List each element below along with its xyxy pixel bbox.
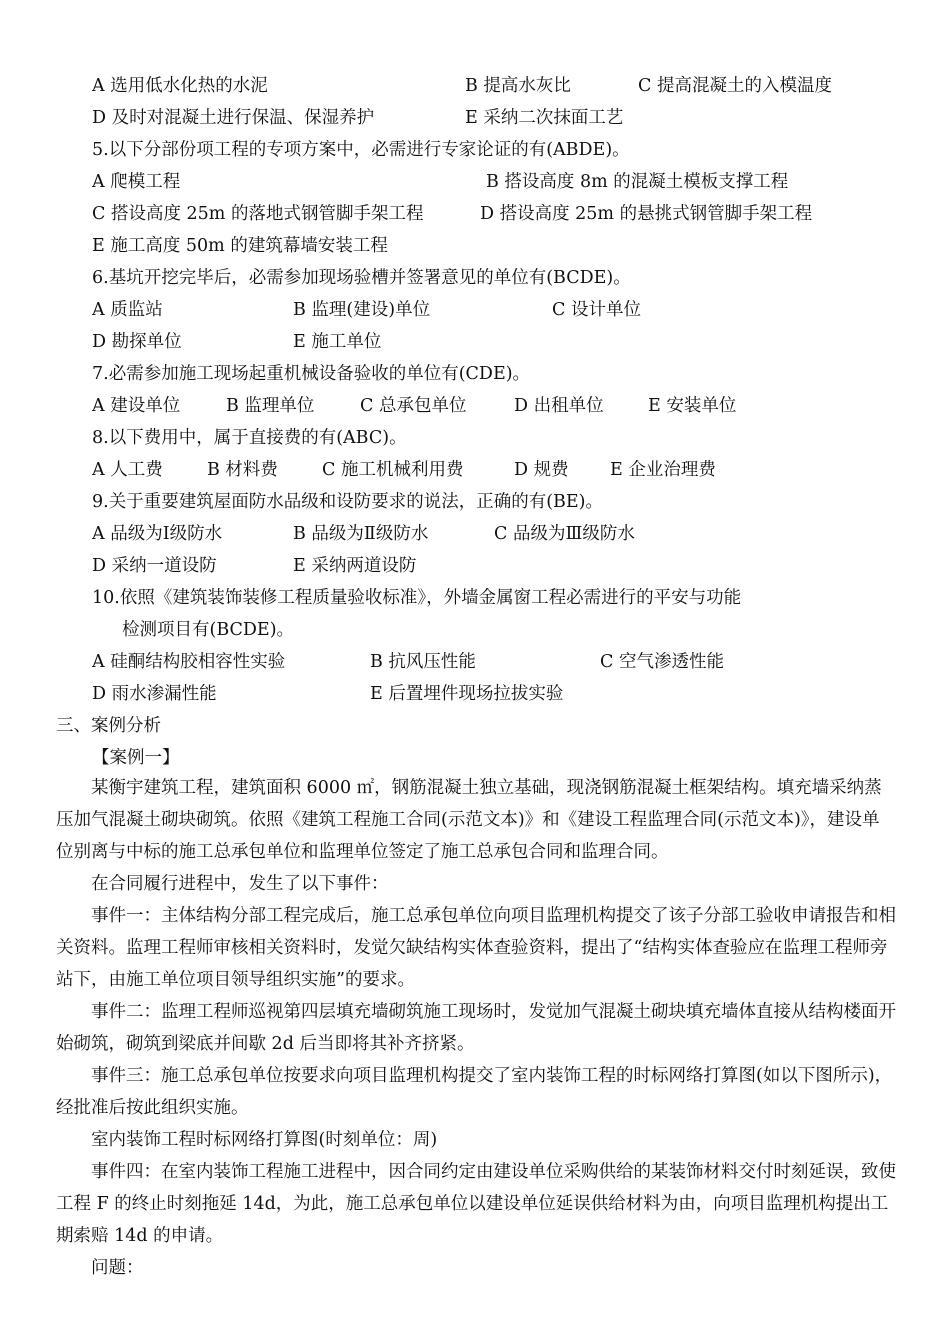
q10-option-e: E 后置埋件现场拉拔实验 [370, 684, 564, 704]
q7-option-b: B 监理单位 [226, 396, 315, 416]
q7-option-a: A 建设单位 [92, 396, 181, 416]
q8-option-a: A 人工费 [92, 460, 163, 480]
q7-option-c: C 总承包单位 [360, 396, 467, 416]
q7-stem: 7.必需参加施工现场起重机械设备验收的单位有(CDE)。 [92, 364, 531, 384]
q10-option-d: D 雨水渗漏性能 [92, 684, 217, 704]
q8-option-e: E 企业治理费 [610, 460, 716, 480]
q9-stem: 9.关于重要建筑屋面防水品级和设防要求的说法，正确的有(BE)。 [92, 492, 603, 512]
q9-option-e: E 采纳两道设防 [293, 556, 417, 576]
q6-option-c: C 设计单位 [552, 300, 641, 320]
q7-option-e: E 安装单位 [648, 396, 737, 416]
q4-option-a: A 选用低水化热的水泥 [92, 76, 268, 96]
q6-option-a: A 质监站 [92, 300, 163, 320]
event-1: 事件一：主体结构分部工程完成后，施工总承包单位向项目监理机构提交了该子分部工验收申请报告和相关资料。监理工程师审核相关资料时，发觉欠缺结构实体查验资料，提出了“结构实体查验应在监理工程师旁站下，由施工单位项目领导组织实施”的要求。 [56, 906, 896, 990]
q10-option-c: C 空气渗透性能 [600, 652, 724, 672]
q6-stem: 6.基坑开挖完毕后，必需参加现场验槽并签署意见的单位有(BCDE)。 [92, 268, 631, 288]
q5-option-e: E 施工高度 50m 的建筑幕墙安装工程 [92, 236, 388, 256]
q9-option-b: B 品级为Ⅱ级防水 [293, 524, 429, 544]
q4-option-b: B 提高水灰比 [465, 76, 571, 96]
event-4: 事件四：在室内装饰工程施工进程中，因合同约定由建设单位采购供给的某装饰材料交付时刻延误，致使工程 F 的终止时刻拖延 14d，为此，施工总承包单位以建设单位延误供给材料为由，向项目监理机构提出工期索赔 14d 的申请。 [56, 1162, 896, 1246]
q5-option-b: B 搭设高度 8m 的混凝土模板支撑工程 [486, 172, 789, 192]
q6-option-e: E 施工单位 [293, 332, 382, 352]
q7-option-d: D 出租单位 [514, 396, 604, 416]
q4-option-d: D 及时对混凝土进行保温、保湿养护 [92, 108, 375, 128]
questions-label: 问题： [91, 1258, 144, 1278]
q6-option-d: D 勘探单位 [92, 332, 182, 352]
q4-option-e: E 采纳二次抹面工艺 [465, 108, 624, 128]
q10-option-b: B 抗风压性能 [370, 652, 476, 672]
case-paragraph-2: 在合同履行进程中，发生了以下事件： [91, 874, 389, 894]
q9-option-c: C 品级为Ⅲ级防水 [494, 524, 635, 544]
q5-stem: 5.以下分部份项工程的专项方案中，必需进行专家论证的有(ABDE)。 [92, 140, 630, 160]
q5-option-d: D 搭设高度 25m 的悬挑式钢管脚手架工程 [480, 204, 813, 224]
event-2: 事件二：监理工程师巡视第四层填充墙砌筑施工现场时，发觉加气混凝土砌块填充墙体直接从结构楼面开始砌筑，砌筑到梁底并间歇 2d 后当即将其补齐挤紧。 [56, 1002, 896, 1054]
q8-stem: 8.以下费用中，属于直接费的有(ABC)。 [92, 428, 407, 448]
section-title: 三、案例分析 [56, 716, 161, 736]
q9-option-d: D 采纳一道设防 [92, 556, 217, 576]
q5-option-a: A 爬模工程 [92, 172, 181, 192]
q10-option-a: A 硅酮结构胶相容性实验 [92, 652, 286, 672]
q8-option-b: B 材料费 [207, 460, 278, 480]
chart-caption: 室内装饰工程时标网络打算图(时刻单位：周) [91, 1130, 438, 1150]
q8-option-d: D 规费 [514, 460, 569, 480]
q10-stem-line1: 10.依照《建筑装饰装修工程质量验收标准》，外墙金属窗工程必需进行的平安与功能 [92, 588, 742, 608]
event-3: 事件三：施工总承包单位按要求向项目监理机构提交了室内装饰工程的时标网络打算图(如以下图所示)，经批准后按此组织实施。 [56, 1066, 893, 1118]
q10-stem-line2: 检测项目有(BCDE)。 [122, 620, 295, 640]
case-title: 【案例一】 [92, 748, 180, 768]
q9-option-a: A 品级为Ⅰ级防水 [92, 524, 223, 544]
case-paragraph-1: 某衡宇建筑工程，建筑面积 6000 ㎡，钢筋混凝土独立基础，现浇钢筋混凝土框架结构。填充墙采纳蒸压加气混凝土砌块砌筑。依照《建筑工程施工合同(示范文本)》和《建设工程监理合同(示范文本)》，建设单位别离与中标的施工总承包单位和监理单位签定了施工总承包合同和监理合同。 [56, 778, 882, 862]
q6-option-b: B 监理(建设)单位 [293, 300, 431, 320]
q4-option-c: C 提高混凝土的入模温度 [638, 76, 832, 96]
q5-option-c: C 搭设高度 25m 的落地式钢管脚手架工程 [92, 204, 424, 224]
q8-option-c: C 施工机械利用费 [322, 460, 464, 480]
